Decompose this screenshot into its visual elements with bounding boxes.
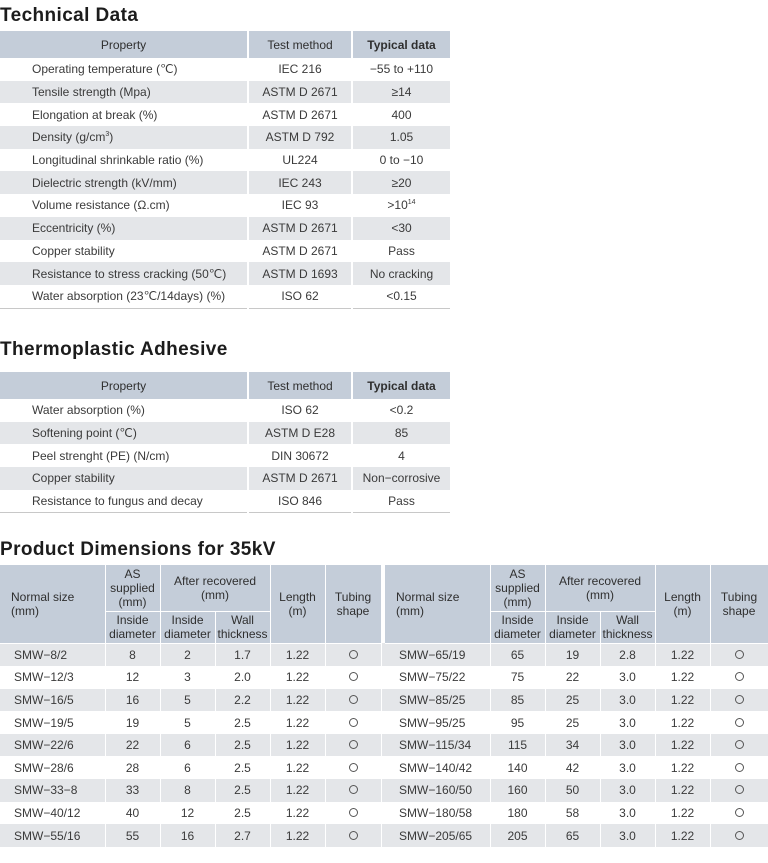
inside-diameter-cell: 16 — [160, 824, 215, 847]
circle-icon — [735, 740, 744, 749]
typical-data-text: No cracking — [369, 266, 434, 281]
typical-data-text: 4 — [398, 448, 405, 463]
property-text: Water absorption (%) — [32, 403, 145, 418]
superscript: 3 — [105, 131, 110, 139]
header-inside-diameter: Inside diameter — [160, 611, 215, 643]
normal-size-cell: SMW−160/50 — [385, 779, 490, 802]
inside-diameter-cell: 12 — [160, 802, 215, 825]
header-tubing-shape: Tubing shape — [325, 565, 381, 643]
property-text: Resistance to stress cracking (50℃) — [32, 266, 227, 281]
circle-icon — [735, 785, 744, 794]
normal-size-cell: SMW−55/16 — [0, 824, 105, 847]
typical-data-text: 1.05 — [389, 130, 414, 145]
as-supplied-cell: 40 — [105, 802, 160, 825]
table-row — [0, 262, 450, 285]
technical-data-title: Technical Data — [0, 5, 139, 26]
normal-size-cell: SMW−16/5 — [0, 689, 105, 712]
tubing-shape-cell — [710, 666, 768, 689]
normal-size-cell: SMW−205/65 — [385, 824, 490, 847]
typical-data-cell — [352, 399, 450, 422]
typical-data-cell — [352, 194, 450, 217]
adhesive-rows — [0, 399, 450, 513]
wall-thickness-cell: 3.0 — [600, 779, 655, 802]
table-row — [0, 734, 768, 757]
normal-size-cell: SMW−22/6 — [0, 734, 105, 757]
typical-data-cell — [352, 490, 450, 513]
as-supplied-cell: 19 — [105, 711, 160, 734]
as-supplied-cell: 75 — [490, 666, 545, 689]
circle-icon — [349, 831, 358, 840]
circle-icon — [349, 740, 358, 749]
test-method-cell: ASTM D 2671 — [248, 240, 352, 263]
inside-diameter-cell: 58 — [545, 802, 600, 825]
tubing-shape-cell — [325, 689, 381, 712]
length-cell: 1.22 — [270, 779, 325, 802]
inside-diameter-cell: 25 — [545, 711, 600, 734]
property-text: Tensile strength (Mpa) — [32, 85, 151, 100]
property-text: Longitudinal shrinkable ratio (%) — [32, 153, 204, 168]
tubing-shape-cell — [710, 802, 768, 825]
as-supplied-cell: 28 — [105, 756, 160, 779]
table-row — [0, 824, 768, 847]
typical-data-text: <0.2 — [389, 403, 414, 418]
normal-size-cell: SMW−75/22 — [385, 666, 490, 689]
table-row — [0, 467, 450, 490]
inside-diameter-cell: 5 — [160, 711, 215, 734]
length-cell: 1.22 — [270, 711, 325, 734]
property-text: Operating temperature (℃) — [32, 62, 178, 77]
test-method-cell: IEC 243 — [248, 171, 352, 194]
circle-icon — [349, 808, 358, 817]
inside-diameter-cell: 22 — [545, 666, 600, 689]
test-method-cell: DIN 30672 — [248, 444, 352, 467]
header-typical-data: Typical data — [352, 372, 450, 399]
property-text: Volume resistance (Ω.cm) — [32, 198, 170, 213]
property-cell — [0, 262, 248, 285]
header-tubing-shape: Tubing shape — [710, 565, 768, 643]
property-cell: Density $(g/cm^3)$ — [0, 126, 248, 149]
typical-data-text: 400 — [391, 107, 412, 122]
table-row — [0, 194, 450, 217]
typical-data-cell — [352, 81, 450, 104]
technical-data-rows — [0, 58, 450, 308]
wall-thickness-cell: 3.0 — [600, 734, 655, 757]
tubing-shape-cell — [710, 643, 768, 666]
header-as-supplied: AS supplied (mm) — [490, 565, 545, 611]
header-test-method: Test method — [248, 372, 352, 399]
normal-size-cell: SMW−12/3 — [0, 666, 105, 689]
as-supplied-cell: 205 — [490, 824, 545, 847]
property-cell — [0, 149, 248, 172]
table-row — [0, 285, 450, 308]
adhesive-title: Thermoplastic Adhesive — [0, 339, 228, 360]
header-length: Length (m) — [655, 565, 710, 643]
as-supplied-cell: 85 — [490, 689, 545, 712]
wall-thickness-cell: 1.7 — [215, 643, 270, 666]
tubing-shape-cell — [710, 779, 768, 802]
wall-thickness-cell: 3.0 — [600, 666, 655, 689]
as-supplied-cell: 33 — [105, 779, 160, 802]
test-method-cell: ASTM D 2671 — [248, 217, 352, 240]
wall-thickness-cell: 2.5 — [215, 756, 270, 779]
length-cell: 1.22 — [655, 643, 710, 666]
property-text: Eccentricity (%) — [32, 221, 116, 236]
normal-size-cell: SMW−33−8 — [0, 779, 105, 802]
dimensions-title: Product Dimensions for 35kV — [0, 539, 276, 560]
property-text: Peel strenght (PE) (N/cm) — [32, 448, 170, 463]
normal-size-cell: SMW−40/12 — [0, 802, 105, 825]
inside-diameter-cell: 19 — [545, 643, 600, 666]
normal-size-cell: SMW−28/6 — [0, 756, 105, 779]
inside-diameter-cell: 65 — [545, 824, 600, 847]
test-method-cell: ASTM D E28 — [248, 422, 352, 445]
inside-diameter-cell: 8 — [160, 779, 215, 802]
wall-thickness-cell: 2.5 — [215, 779, 270, 802]
header-normal-size: Normal size (mm) — [0, 565, 105, 643]
property-cell — [0, 103, 248, 126]
property-cell — [0, 285, 248, 308]
test-method-cell: ASTM D 2671 — [248, 81, 352, 104]
table-row — [0, 779, 768, 802]
table-row — [0, 58, 450, 81]
typical-data-text: Pass — [388, 494, 415, 509]
inside-diameter-cell: 5 — [160, 689, 215, 712]
length-cell: 1.22 — [655, 756, 710, 779]
length-cell: 1.22 — [655, 666, 710, 689]
inside-diameter-cell: 25 — [545, 689, 600, 712]
typical-data-text: <30 — [391, 221, 412, 236]
wall-thickness-cell: 2.8 — [600, 643, 655, 666]
property-cell — [0, 81, 248, 104]
property-cell — [0, 490, 248, 513]
header-after-recovered: After recovered (mm) — [545, 565, 655, 611]
tubing-shape-cell — [325, 666, 381, 689]
length-cell: 1.22 — [270, 734, 325, 757]
wall-thickness-cell: 3.0 — [600, 824, 655, 847]
typical-data-cell — [352, 217, 450, 240]
circle-icon — [735, 808, 744, 817]
property-text: Softening point (℃) — [32, 426, 137, 441]
property-text: Copper stability — [32, 243, 115, 258]
length-cell: 1.22 — [655, 824, 710, 847]
length-cell: 1.22 — [655, 734, 710, 757]
circle-icon — [349, 650, 358, 659]
table-row — [0, 802, 768, 825]
header-after-recovered: After recovered (mm) — [160, 565, 270, 611]
test-method-cell: IEC 216 — [248, 58, 352, 81]
as-supplied-cell: 180 — [490, 802, 545, 825]
test-method-cell: ISO 62 — [248, 399, 352, 422]
test-method-cell: IEC 93 — [248, 194, 352, 217]
header-typical-data: Typical data — [352, 31, 450, 58]
typical-data-text: 0 to −10 — [379, 153, 424, 168]
header-wall-thickness: Wall thickness — [600, 611, 655, 643]
table-row — [0, 756, 768, 779]
header-inside-diameter: Inside diameter — [490, 611, 545, 643]
technical-data-table — [0, 31, 450, 309]
normal-size-cell: SMW−8/2 — [0, 643, 105, 666]
typical-data-cell — [352, 126, 450, 149]
wall-thickness-cell: 3.0 — [600, 802, 655, 825]
tubing-shape-cell — [710, 689, 768, 712]
superscript: 14 — [407, 199, 416, 207]
property-cell — [0, 422, 248, 445]
typical-data-text: ≥14 — [391, 85, 412, 100]
tubing-shape-cell — [710, 756, 768, 779]
table-row — [0, 444, 450, 467]
header-property: Property — [0, 372, 248, 399]
test-method-cell: UL224 — [248, 149, 352, 172]
wall-thickness-cell: 2.5 — [215, 802, 270, 825]
table-row — [0, 81, 450, 104]
typical-data-cell — [352, 422, 450, 445]
inside-diameter-cell: 42 — [545, 756, 600, 779]
typical-data-cell — [352, 171, 450, 194]
normal-size-cell: SMW−85/25 — [385, 689, 490, 712]
typical-data-text: ≥20 — [391, 175, 412, 190]
circle-icon — [349, 718, 358, 727]
inside-diameter-cell: 34 — [545, 734, 600, 757]
property-cell — [0, 217, 248, 240]
length-cell: 1.22 — [270, 689, 325, 712]
circle-icon — [735, 831, 744, 840]
as-supplied-cell: 65 — [490, 643, 545, 666]
table-row — [0, 399, 450, 422]
header-length: Length (m) — [270, 565, 325, 643]
wall-thickness-cell: 3.0 — [600, 689, 655, 712]
property-cell — [0, 240, 248, 263]
header-as-supplied: AS supplied (mm) — [105, 565, 160, 611]
header-inside-diameter: Inside diameter — [545, 611, 600, 643]
header-inside-diameter: Inside diameter — [105, 611, 160, 643]
normal-size-cell: SMW−65/19 — [385, 643, 490, 666]
header-normal-size: Normal size (mm) — [385, 565, 490, 643]
circle-icon — [735, 695, 744, 704]
circle-icon — [735, 763, 744, 772]
table-row — [0, 149, 450, 172]
property-text: Water absorption (23℃/14days) (%) — [32, 289, 226, 304]
property-cell — [0, 171, 248, 194]
tubing-shape-cell — [710, 711, 768, 734]
test-method-cell: ISO 62 — [248, 285, 352, 308]
as-supplied-cell: 160 — [490, 779, 545, 802]
table-row — [0, 422, 450, 445]
circle-icon — [349, 695, 358, 704]
property-cell — [0, 444, 248, 467]
test-method-cell: ASTM D 2671 — [248, 103, 352, 126]
typical-data-cell — [352, 103, 450, 126]
inside-diameter-cell: 3 — [160, 666, 215, 689]
normal-size-cell: SMW−95/25 — [385, 711, 490, 734]
wall-thickness-cell: 2.0 — [215, 666, 270, 689]
circle-icon — [349, 763, 358, 772]
as-supplied-cell: 22 — [105, 734, 160, 757]
typical-data-text: >10 — [387, 198, 408, 213]
test-method-cell: ASTM D 792 — [248, 126, 352, 149]
tubing-shape-cell — [325, 779, 381, 802]
as-supplied-cell: 140 — [490, 756, 545, 779]
length-cell: 1.22 — [270, 824, 325, 847]
inside-diameter-cell: 6 — [160, 756, 215, 779]
circle-icon — [735, 650, 744, 659]
wall-thickness-cell: 2.7 — [215, 824, 270, 847]
tubing-shape-cell — [710, 824, 768, 847]
tubing-shape-cell — [710, 734, 768, 757]
normal-size-cell: SMW−19/5 — [0, 711, 105, 734]
adhesive-table — [0, 372, 450, 513]
typical-data-cell — [352, 149, 450, 172]
length-cell: 1.22 — [270, 756, 325, 779]
table-row — [0, 103, 450, 126]
length-cell: 1.22 — [655, 689, 710, 712]
table-row — [0, 689, 768, 712]
tubing-shape-cell — [325, 756, 381, 779]
header-wall-thickness: Wall thickness — [215, 611, 270, 643]
table-row — [0, 666, 768, 689]
wall-thickness-cell: 2.5 — [215, 711, 270, 734]
normal-size-cell: SMW−180/58 — [385, 802, 490, 825]
length-cell: 1.22 — [270, 666, 325, 689]
property-text: Elongation at break (%) — [32, 107, 158, 122]
table-row — [0, 240, 450, 263]
typical-data-cell — [352, 240, 450, 263]
typical-data-text: <0.15 — [386, 289, 417, 304]
typical-data-text: Pass — [388, 243, 415, 258]
header-test-method: Test method — [248, 31, 352, 58]
tubing-shape-cell — [325, 643, 381, 666]
length-cell: 1.22 — [655, 711, 710, 734]
normal-size-cell: SMW−115/34 — [385, 734, 490, 757]
typical-data-cell — [352, 262, 450, 285]
table-row — [0, 217, 450, 240]
inside-diameter-cell: 6 — [160, 734, 215, 757]
test-method-cell: ASTM D 1693 — [248, 262, 352, 285]
wall-thickness-cell: 3.0 — [600, 711, 655, 734]
as-supplied-cell: 12 — [105, 666, 160, 689]
wall-thickness-cell: 2.2 — [215, 689, 270, 712]
circle-icon — [349, 785, 358, 794]
header-property: Property — [0, 31, 248, 58]
table-row — [0, 171, 450, 194]
property-cell — [0, 467, 248, 490]
as-supplied-cell: 8 — [105, 643, 160, 666]
table-row — [0, 490, 450, 513]
table-row — [0, 711, 768, 734]
as-supplied-cell: 115 — [490, 734, 545, 757]
inside-diameter-cell: 2 — [160, 643, 215, 666]
circle-icon — [735, 718, 744, 727]
as-supplied-cell: 95 — [490, 711, 545, 734]
tubing-shape-cell — [325, 734, 381, 757]
test-method-cell: ASTM D 2671 — [248, 467, 352, 490]
tubing-shape-cell — [325, 711, 381, 734]
tubing-shape-cell — [325, 802, 381, 825]
dimensions-table — [0, 565, 768, 847]
property-cell — [0, 194, 248, 217]
circle-icon — [349, 672, 358, 681]
wall-thickness-cell: 2.5 — [215, 734, 270, 757]
typical-data-text: Non−corrosive — [362, 471, 441, 486]
typical-data-cell — [352, 467, 450, 490]
length-cell: 1.22 — [655, 779, 710, 802]
property-text: Copper stability — [32, 471, 115, 486]
property-cell — [0, 399, 248, 422]
tubing-shape-cell — [325, 824, 381, 847]
length-cell: 1.22 — [270, 643, 325, 666]
length-cell: 1.22 — [270, 802, 325, 825]
typical-data-cell — [352, 58, 450, 81]
normal-size-cell: SMW−140/42 — [385, 756, 490, 779]
property-text: Resistance to fungus and decay — [32, 494, 203, 509]
dimensions-rows — [0, 643, 768, 847]
property-text: Dielectric strength (kV/mm) — [32, 175, 177, 190]
circle-icon — [735, 672, 744, 681]
inside-diameter-cell: 50 — [545, 779, 600, 802]
table-row — [0, 643, 768, 666]
table-row — [0, 126, 450, 149]
typical-data-cell — [352, 444, 450, 467]
property-cell — [0, 58, 248, 81]
as-supplied-cell: 16 — [105, 689, 160, 712]
property-text: Density (g/cm — [32, 130, 106, 145]
wall-thickness-cell: 3.0 — [600, 756, 655, 779]
as-supplied-cell: 55 — [105, 824, 160, 847]
test-method-cell: ISO 846 — [248, 490, 352, 513]
typical-data-text: 85 — [394, 426, 409, 441]
length-cell: 1.22 — [655, 802, 710, 825]
typical-data-cell — [352, 285, 450, 308]
typical-data-text: −55 to +110 — [369, 62, 434, 77]
